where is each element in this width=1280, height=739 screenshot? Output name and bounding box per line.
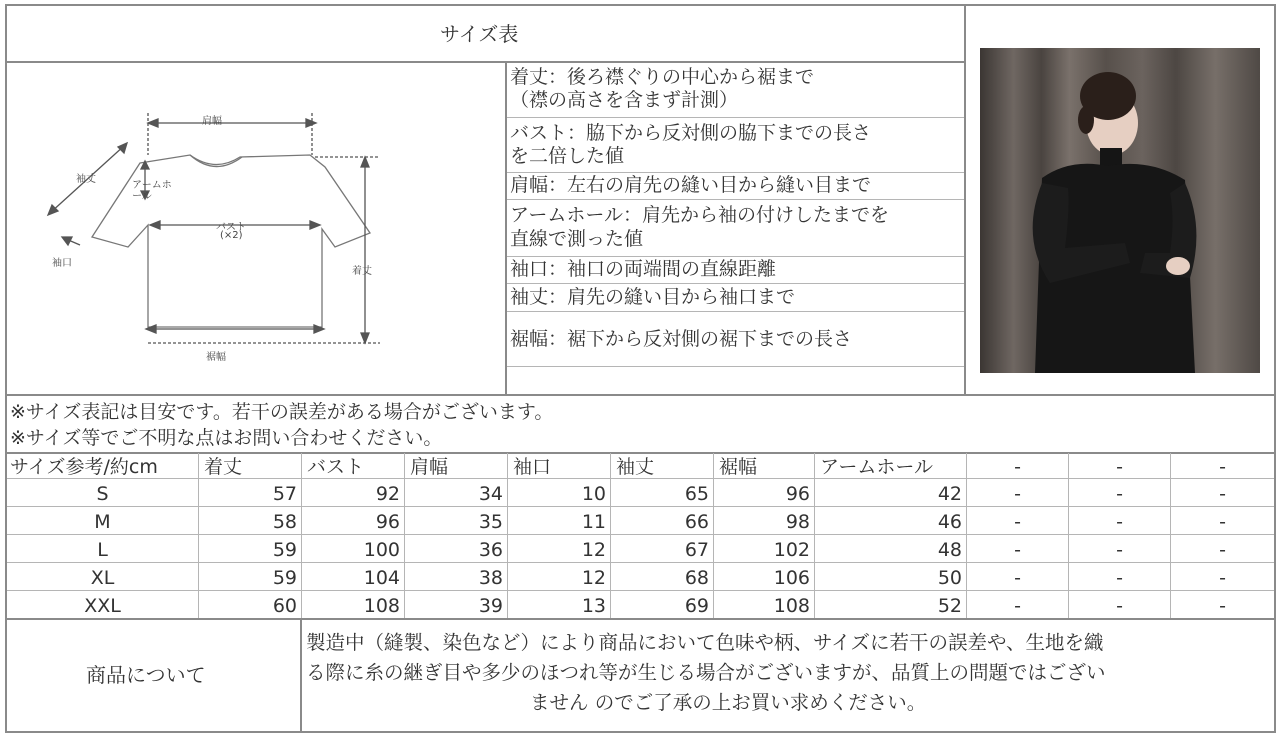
table-cell: - bbox=[1116, 595, 1123, 617]
table-cell: - bbox=[1116, 567, 1123, 589]
table-header-hem: 裾幅 bbox=[719, 456, 758, 478]
table-cell: - bbox=[1116, 483, 1123, 505]
grid-line bbox=[5, 394, 1275, 396]
table-cell: 108 bbox=[773, 595, 810, 617]
product-notice-line3: ません のでご了承の上お買い求めください。 bbox=[530, 691, 927, 714]
grid-line bbox=[507, 199, 964, 200]
table-cell: 13 bbox=[581, 595, 606, 617]
table-header-armhole: アームホール bbox=[820, 456, 934, 478]
definition-armhole-line1: アームホール：肩先から袖の付けしたまでを bbox=[510, 204, 890, 226]
table-header-cuff: 袖口 bbox=[513, 456, 552, 478]
definition-cuff: 袖口：袖口の両端間の直線距離 bbox=[510, 258, 777, 280]
note-size-approx: ※サイズ表記は目安です。若干の誤差がある場合がございます。 bbox=[10, 401, 554, 423]
table-cell: - bbox=[1014, 511, 1021, 533]
model-silhouette bbox=[980, 48, 1260, 373]
table-cell-size: S bbox=[96, 483, 109, 505]
table-cell: 66 bbox=[684, 511, 709, 533]
table-header-size: サイズ参考/約cm bbox=[10, 456, 158, 478]
diagram-label-shoulder: 肩幅 bbox=[202, 116, 222, 127]
note-contact: ※サイズ等でご不明な点はお問い合わせください。 bbox=[10, 427, 443, 449]
table-cell: 96 bbox=[375, 511, 400, 533]
diagram-label-bust: バスト bbox=[216, 222, 246, 233]
table-header-shoulder: 肩幅 bbox=[410, 456, 449, 478]
diagram-label-sleeve-length: 袖丈 bbox=[76, 174, 96, 185]
table-cell: 57 bbox=[272, 483, 297, 505]
grid-line bbox=[507, 366, 964, 367]
grid-line bbox=[5, 4, 7, 733]
table-cell: 10 bbox=[581, 483, 606, 505]
table-cell: 69 bbox=[684, 595, 709, 617]
table-cell: 46 bbox=[937, 511, 962, 533]
table-cell: - bbox=[1219, 567, 1226, 589]
grid-line bbox=[964, 4, 966, 394]
diagram-label-length: 着丈 bbox=[352, 266, 372, 277]
table-header-length: 着丈 bbox=[204, 456, 243, 478]
table-header-bust: バスト bbox=[307, 456, 365, 478]
table-cell: 48 bbox=[937, 539, 962, 561]
diagram-label-bust-note: (×2) bbox=[220, 230, 243, 241]
table-cell: 42 bbox=[937, 483, 962, 505]
table-cell-size: L bbox=[97, 539, 108, 561]
garment-diagram bbox=[20, 95, 400, 375]
table-cell: 65 bbox=[684, 483, 709, 505]
product-notice-label: 商品について bbox=[86, 663, 206, 687]
grid-line bbox=[300, 618, 302, 731]
grid-line bbox=[507, 117, 964, 118]
diagram-label-cuff: 袖口 bbox=[52, 258, 72, 269]
grid-line bbox=[505, 61, 507, 394]
table-cell: 102 bbox=[773, 539, 810, 561]
table-cell: 39 bbox=[478, 595, 503, 617]
table-cell: 58 bbox=[272, 511, 297, 533]
table-cell: 100 bbox=[363, 539, 400, 561]
product-notice-line2: る際に糸の継ぎ目や多少のほつれ等が生じる場合がございますが、品質上の問題ではござい bbox=[306, 661, 1106, 684]
grid-line bbox=[507, 311, 964, 312]
grid-line bbox=[507, 172, 964, 173]
table-cell: - bbox=[1014, 595, 1021, 617]
table-cell: 96 bbox=[785, 483, 810, 505]
table-cell: 104 bbox=[363, 567, 400, 589]
grid-line bbox=[1274, 4, 1276, 733]
definition-length-line1: 着丈：後ろ襟ぐりの中心から裾まで bbox=[510, 66, 815, 88]
grid-line bbox=[5, 4, 1275, 6]
table-cell: - bbox=[1219, 539, 1226, 561]
grid-line bbox=[5, 61, 965, 63]
table-cell: 106 bbox=[773, 567, 810, 589]
product-notice-line1: 製造中（縫製、染色など）により商品において色味や柄、サイズに若干の誤差や、生地を織 bbox=[306, 631, 1104, 654]
table-cell: - bbox=[1014, 483, 1021, 505]
definition-bust-line1: バスト：脇下から反対側の脇下までの長さ bbox=[510, 122, 872, 144]
table-cell: 52 bbox=[937, 595, 962, 617]
table-cell: 68 bbox=[684, 567, 709, 589]
table-cell: - bbox=[1219, 511, 1226, 533]
definition-hem: 裾幅：裾下から反対側の裾下までの長さ bbox=[510, 328, 853, 350]
table-cell: 34 bbox=[478, 483, 503, 505]
definition-length-line2: （襟の高さを含まず計測） bbox=[510, 89, 739, 111]
page-title: サイズ表 bbox=[440, 22, 519, 46]
table-cell: 12 bbox=[581, 567, 606, 589]
table-cell-size: XL bbox=[90, 567, 115, 589]
definition-armhole-line2: 直線で測った値 bbox=[510, 228, 644, 250]
table-cell: 67 bbox=[684, 539, 709, 561]
table-cell: 36 bbox=[478, 539, 503, 561]
table-cell: - bbox=[1014, 567, 1021, 589]
table-cell: - bbox=[1116, 539, 1123, 561]
grid-line bbox=[5, 618, 1275, 620]
table-cell: - bbox=[1219, 595, 1226, 617]
table-cell: - bbox=[1116, 511, 1123, 533]
table-cell: - bbox=[1014, 539, 1021, 561]
table-cell: 38 bbox=[478, 567, 503, 589]
table-header-sleeve: 袖丈 bbox=[616, 456, 655, 478]
table-header-extra: - bbox=[1219, 456, 1226, 478]
table-header-extra: - bbox=[1116, 456, 1123, 478]
table-cell: 60 bbox=[272, 595, 297, 617]
table-header-extra: - bbox=[1014, 456, 1021, 478]
table-cell-size: M bbox=[94, 511, 111, 533]
table-cell: 108 bbox=[363, 595, 400, 617]
definition-shoulder: 肩幅：左右の肩先の縫い目から縫い目まで bbox=[510, 174, 872, 196]
diagram-label-armhole: アームホール bbox=[132, 180, 172, 202]
product-photo bbox=[980, 48, 1260, 373]
grid-line bbox=[507, 256, 964, 257]
table-cell: 50 bbox=[937, 567, 962, 589]
table-cell: 98 bbox=[785, 511, 810, 533]
table-cell: - bbox=[1219, 483, 1226, 505]
grid-line bbox=[5, 452, 1275, 454]
grid-line bbox=[5, 731, 1275, 733]
table-cell: 92 bbox=[375, 483, 400, 505]
table-cell: 12 bbox=[581, 539, 606, 561]
table-cell: 59 bbox=[272, 567, 297, 589]
table-cell: 11 bbox=[581, 511, 606, 533]
table-cell: 35 bbox=[478, 511, 503, 533]
table-cell-size: XXL bbox=[84, 595, 121, 617]
diagram-label-hem: 裾幅 bbox=[206, 352, 226, 363]
table-cell: 59 bbox=[272, 539, 297, 561]
definition-bust-line2: を二倍した値 bbox=[510, 145, 625, 167]
grid-line bbox=[507, 283, 964, 284]
definition-sleeve: 袖丈：肩先の縫い目から袖口まで bbox=[510, 286, 796, 308]
